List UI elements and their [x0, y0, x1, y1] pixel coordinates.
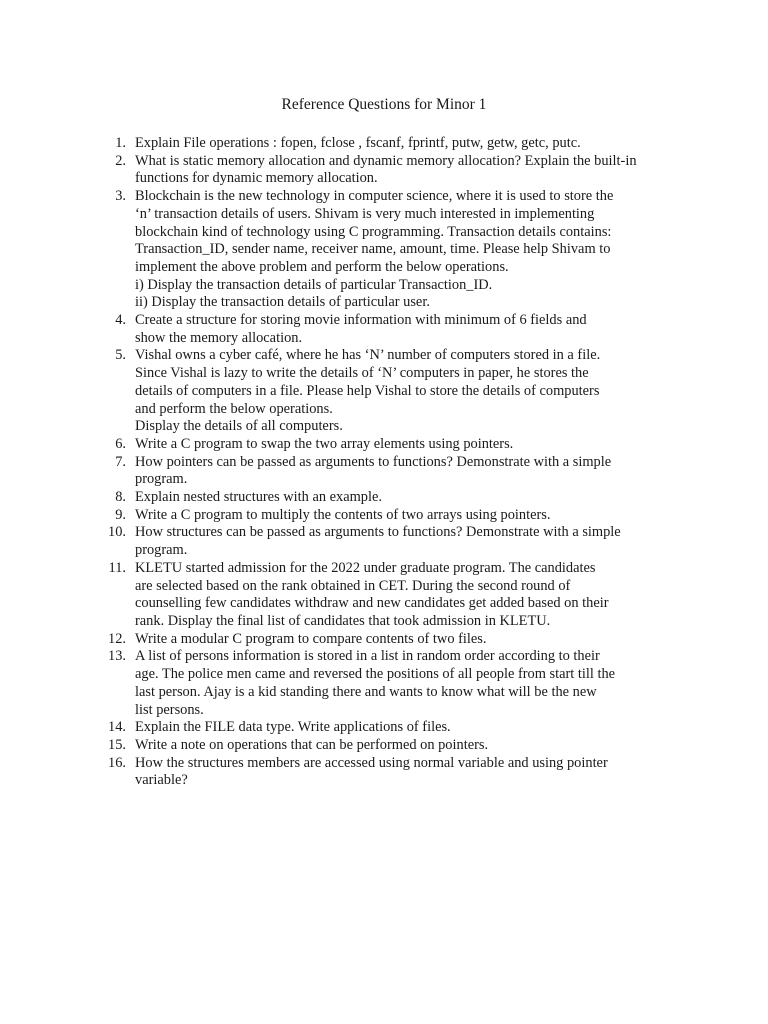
question-text-line: blockchain kind of technology using C programming. Transaction details contains: — [135, 223, 612, 240]
question-item — [0, 454, 768, 489]
question-number: 8. — [115, 489, 126, 506]
question-text-line: KLETU started admission for the 2022 under graduate program. The candidates — [135, 559, 596, 576]
question-item — [0, 153, 768, 188]
question-text-line: implement the above problem and perform the below operations. — [135, 258, 509, 275]
question-text-line: are selected based on the rank obtained in CET. During the second round of — [135, 577, 571, 594]
question-text-line: Blockchain is the new technology in computer science, where it is used to store the — [135, 188, 614, 205]
question-text-line: How structures can be passed as arguments to functions? Demonstrate with a simple — [135, 524, 621, 541]
question-text-line: Write a C program to multiply the contents of two arrays using pointers. — [135, 506, 551, 523]
question-text-line: How the structures members are accessed using normal variable and using pointer — [135, 754, 608, 771]
question-text-line: What is static memory allocation and dynamic memory allocation? Explain the built-in — [135, 152, 637, 169]
question-number: 3. — [115, 188, 126, 205]
question-item — [0, 755, 768, 790]
question-text-line: Write a modular C program to compare contents of two files. — [135, 630, 487, 647]
question-text-line: Vishal owns a cyber café, where he has ‘N’ number of computers stored in a file. — [135, 347, 601, 364]
question-item — [0, 648, 768, 719]
question-list — [0, 135, 768, 790]
question-number: 9. — [115, 506, 126, 523]
question-text-line: program. — [135, 471, 188, 488]
question-text-line: program. — [135, 542, 188, 559]
question-text-line: last person. Ajay is a kid standing there and wants to know what will be the new — [135, 683, 597, 700]
question-text-line: Explain File operations : fopen, fclose , fscanf, fprintf, putw, getw, getc, putc. — [135, 135, 581, 151]
question-text-line: details of computers in a file. Please help Vishal to store the details of computers — [135, 382, 600, 399]
question-text-line: Write a note on operations that can be performed on pointers. — [135, 736, 489, 753]
question-text-line: A list of persons information is stored in a list in random order according to their — [135, 648, 600, 665]
question-number: 15. — [108, 736, 126, 753]
question-text-line: Explain nested structures with an example. — [135, 489, 382, 506]
question-item — [0, 737, 768, 755]
document-title: Reference Questions for Minor 1 — [281, 96, 487, 113]
question-number: 14. — [108, 719, 126, 736]
question-item — [0, 347, 768, 436]
question-item — [0, 524, 768, 559]
question-text-line: counselling few candidates withdraw and new candidates get added based on their — [135, 595, 609, 612]
question-item — [0, 489, 768, 507]
question-text-line: How pointers can be passed as arguments to functions? Demonstrate with a simple — [135, 453, 612, 470]
question-text-line: Display the details of all computers. — [135, 418, 343, 435]
question-text-line: Transaction_ID, sender name, receiver name, amount, time. Please help Shivam to — [135, 241, 611, 258]
question-item — [0, 560, 768, 631]
question-number: 1. — [115, 135, 126, 151]
question-number: 13. — [108, 648, 126, 665]
question-number: 7. — [115, 453, 126, 470]
question-text-line: age. The police men came and reversed the positions of all people from start till the — [135, 666, 616, 683]
question-number: 2. — [115, 152, 126, 169]
question-text-line: variable? — [135, 772, 188, 789]
question-number: 5. — [115, 347, 126, 364]
question-text-line: i) Display the transaction details of particular Transaction_ID. — [135, 276, 493, 293]
question-item — [0, 312, 768, 347]
question-item — [0, 135, 768, 153]
question-text-line: Create a structure for storing movie information with minimum of 6 fields and — [135, 312, 587, 329]
question-item — [0, 507, 768, 525]
question-text-line: and perform the below operations. — [135, 400, 333, 417]
question-text-line: ‘n’ transaction details of users. Shivam is very much interested in implementing — [135, 205, 595, 222]
question-text-line: Write a C program to swap the two array elements using pointers. — [135, 435, 514, 452]
question-item — [0, 719, 768, 737]
question-number: 11. — [108, 559, 126, 576]
question-number: 16. — [108, 754, 126, 771]
question-text-line: functions for dynamic memory allocation. — [135, 170, 378, 187]
question-text-line: rank. Display the final list of candidates that took admission in KLETU. — [135, 612, 551, 629]
question-text-line: Explain the FILE data type. Write applications of files. — [135, 719, 451, 736]
question-text-line: ii) Display the transaction details of particular user. — [135, 294, 430, 311]
question-text-line: Since Vishal is lazy to write the details of ‘N’ computers in paper, he stores the — [135, 365, 589, 382]
question-text-line: show the memory allocation. — [135, 329, 303, 346]
question-text-line: list persons. — [135, 701, 204, 718]
question-item — [0, 436, 768, 454]
question-number: 10. — [108, 524, 126, 541]
question-item — [0, 188, 768, 312]
question-number: 12. — [108, 630, 126, 647]
question-item — [0, 631, 768, 649]
question-number: 6. — [115, 435, 126, 452]
question-number: 4. — [115, 312, 126, 329]
